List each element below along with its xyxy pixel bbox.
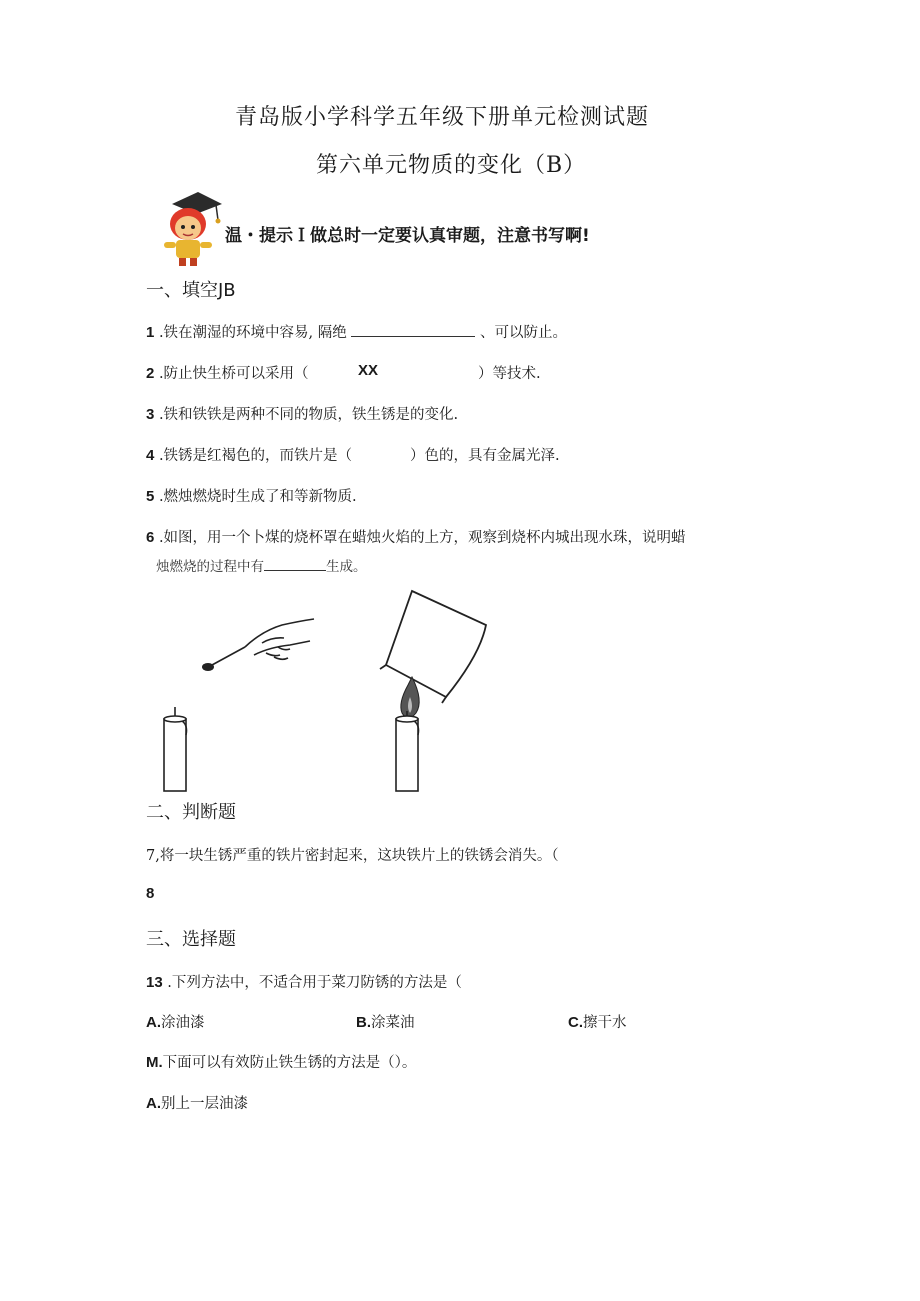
hand-with-match-icon (212, 619, 314, 665)
section-heading-multiple-choice: 三、选择题 (146, 929, 236, 950)
question-3: 3 .铁和铁铁是两种不同的物质，铁生锈是的变化. (146, 406, 459, 423)
option-a-m[interactable]: A.别上一层油漆 (146, 1095, 248, 1112)
question-1: 1 .铁在潮湿的环境中容易, 隔绝 、可以防止。 (146, 324, 567, 341)
answer-blank (264, 570, 326, 571)
question-6: 6 .如图，用一个卜煤的烧杯罩在蜡烛火焰的上方，观察到烧杯内城出现水珠，说明蜡 (146, 529, 686, 546)
question-2: 2 .防止快生桥可以采用（ (146, 365, 309, 382)
section-heading-true-false: 二、判断题 (146, 802, 236, 823)
tip-text: 温・提示Ｉ做总时一定要认真审题，注意书写啊! (225, 226, 590, 246)
question-4: 4 .铁锈是红褐色的，而铁片是（ (146, 447, 353, 464)
question-7: 7,将一块生锈严重的铁片密封起来，这块铁片上的铁锈会消失。（ (146, 848, 559, 864)
question-4-end: ）色的，具有金属光泽. (410, 448, 560, 464)
question-2-marks: XX (358, 362, 379, 379)
page-title: 青岛版小学科学五年级下册单元检测试题 (235, 105, 650, 130)
question-13: 13 .下列方法中，不适合用于菜刀防锈的方法是（ (146, 974, 462, 991)
page-subtitle: 第六单元物质的变化（B） (316, 153, 587, 178)
question-8: 8 (146, 885, 155, 902)
question-2-end: ）等技术. (478, 366, 541, 382)
question-m: M.下面可以有效防止铁生锈的方法是（）。 (146, 1054, 417, 1071)
section-heading-fill-blank: 一、填空JB (146, 280, 236, 301)
graduate-mascot-icon (158, 190, 222, 268)
question-6-line2: 烛燃烧的过程中有 生成。 (156, 559, 367, 575)
question-5: 5 .燃烛燃烧时生成了和等新物质. (146, 488, 357, 505)
option-a[interactable]: A.涂油漆 (146, 1014, 205, 1031)
option-b[interactable]: B.涂菜油 (356, 1014, 415, 1031)
option-c[interactable]: C.擦干水 (568, 1014, 627, 1031)
candle-experiment-illustration (150, 585, 510, 795)
answer-blank (351, 336, 475, 337)
